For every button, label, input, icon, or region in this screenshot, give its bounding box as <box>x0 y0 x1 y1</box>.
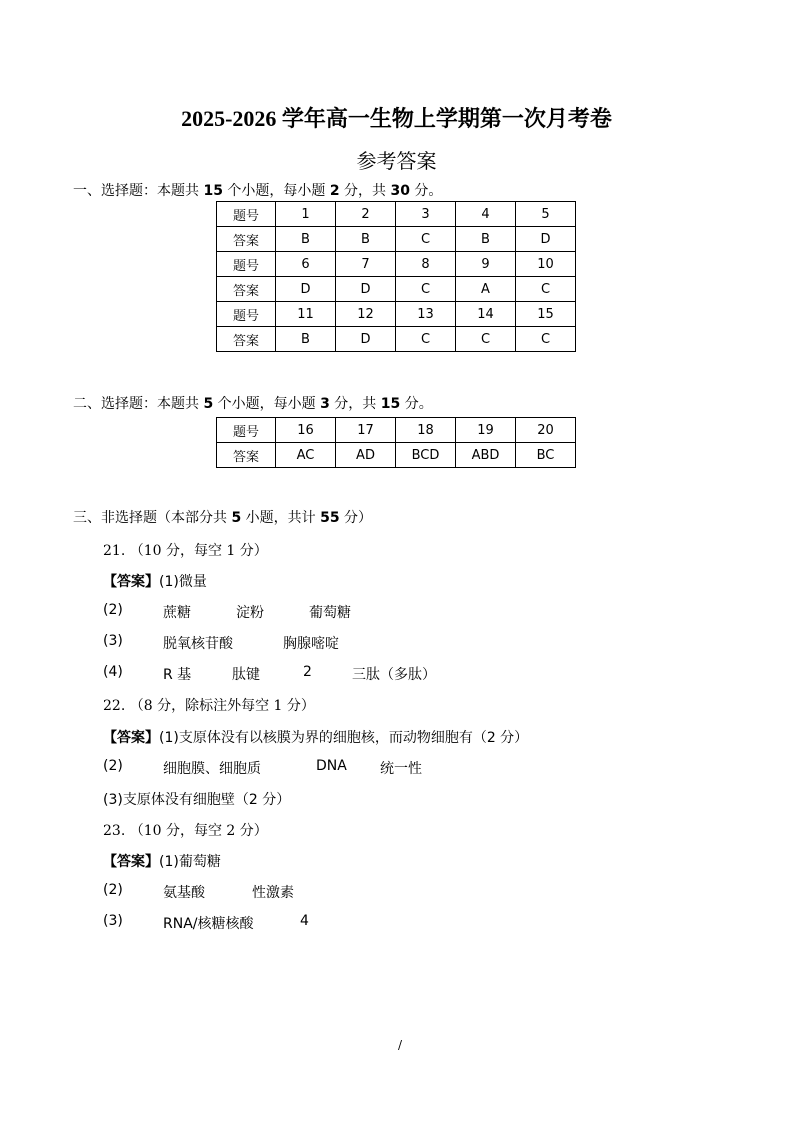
table-cell: C <box>456 327 516 352</box>
table-cell: C <box>396 227 456 252</box>
table-cell: 7 <box>336 252 396 277</box>
table-cell: 15 <box>516 302 576 327</box>
table-cell: 16 <box>276 418 336 443</box>
table-row <box>217 252 576 277</box>
table-cell: B <box>336 227 396 252</box>
table-cell: AC <box>276 443 336 468</box>
table-cell: 20 <box>516 418 576 443</box>
table-cell: 2 <box>336 202 396 227</box>
table-cell: 12 <box>336 302 396 327</box>
q21-header: 21. （10 分，每空 1 分） <box>103 543 268 559</box>
table-cell: ABD <box>456 443 516 468</box>
table-cell: D <box>336 277 396 302</box>
table-cell: 1 <box>276 202 336 227</box>
table-row-header-cell: 答案 <box>217 227 276 252</box>
table-cell: 10 <box>516 252 576 277</box>
answer-table-1 <box>216 201 576 352</box>
table-cell: C <box>396 327 456 352</box>
table-row-header-cell: 答案 <box>217 327 276 352</box>
table-cell: BC <box>516 443 576 468</box>
table-cell: A <box>456 277 516 302</box>
page-title: 2025-2026 学年高一生物上学期第一次月考卷 <box>181 106 612 131</box>
section-1-heading: 一、选择题：本题共 15 个小题，每小题 2 分，共 30 分。 <box>73 183 443 199</box>
q23-answer-1: 【答案】(1)葡萄糖 <box>103 854 221 870</box>
table-cell: B <box>276 227 336 252</box>
table-cell: C <box>396 277 456 302</box>
table-cell: BCD <box>396 443 456 468</box>
table-cell: 17 <box>336 418 396 443</box>
table-cell: 9 <box>456 252 516 277</box>
page-subtitle: 参考答案 <box>356 149 437 173</box>
q23-header: 23. （10 分，每空 2 分） <box>103 823 268 839</box>
table-cell: 4 <box>456 202 516 227</box>
table-cell: AD <box>336 443 396 468</box>
table-row <box>217 302 576 327</box>
table-cell: 5 <box>516 202 576 227</box>
table-row-header-cell: 题号 <box>217 418 276 443</box>
table-cell: 3 <box>396 202 456 227</box>
table-cell: D <box>516 227 576 252</box>
table-row-header-cell: 题号 <box>217 202 276 227</box>
table-cell: 8 <box>396 252 456 277</box>
table-row-header-cell: 题号 <box>217 252 276 277</box>
section-2-heading: 二、选择题：本题共 5 个小题，每小题 3 分，共 15 分。 <box>73 396 433 412</box>
table-cell: D <box>276 277 336 302</box>
section-3-heading: 三、非选择题（本部分共 5 小题，共计 55 分） <box>73 510 373 526</box>
table-cell: B <box>276 327 336 352</box>
table-cell: 13 <box>396 302 456 327</box>
table-cell: 18 <box>396 418 456 443</box>
table-cell: 19 <box>456 418 516 443</box>
table-cell: C <box>516 327 576 352</box>
table-row <box>217 227 576 252</box>
q21-answer-1: 【答案】(1)微量 <box>103 574 207 590</box>
table-cell: D <box>336 327 396 352</box>
table-row-header-cell: 答案 <box>217 443 276 468</box>
table-row-header-cell: 题号 <box>217 302 276 327</box>
table-cell: 14 <box>456 302 516 327</box>
answer-table-2 <box>216 417 576 468</box>
table-cell: 6 <box>276 252 336 277</box>
table-row <box>217 202 576 227</box>
q22-header: 22. （8 分，除标注外每空 1 分） <box>103 698 315 714</box>
table-cell: 11 <box>276 302 336 327</box>
table-cell: C <box>516 277 576 302</box>
table-row <box>217 418 576 443</box>
table-cell: B <box>456 227 516 252</box>
q22-answer-1: 【答案】(1)支原体没有以核膜为界的细胞核，而动物细胞有（2 分） <box>103 730 529 746</box>
q22-answer-3: (3)支原体没有细胞壁（2 分） <box>103 792 291 808</box>
table-row-header-cell: 答案 <box>217 277 276 302</box>
page-footer-mark: / <box>398 1038 403 1052</box>
table-row <box>217 327 576 352</box>
table-row <box>217 443 576 468</box>
table-row <box>217 277 576 302</box>
